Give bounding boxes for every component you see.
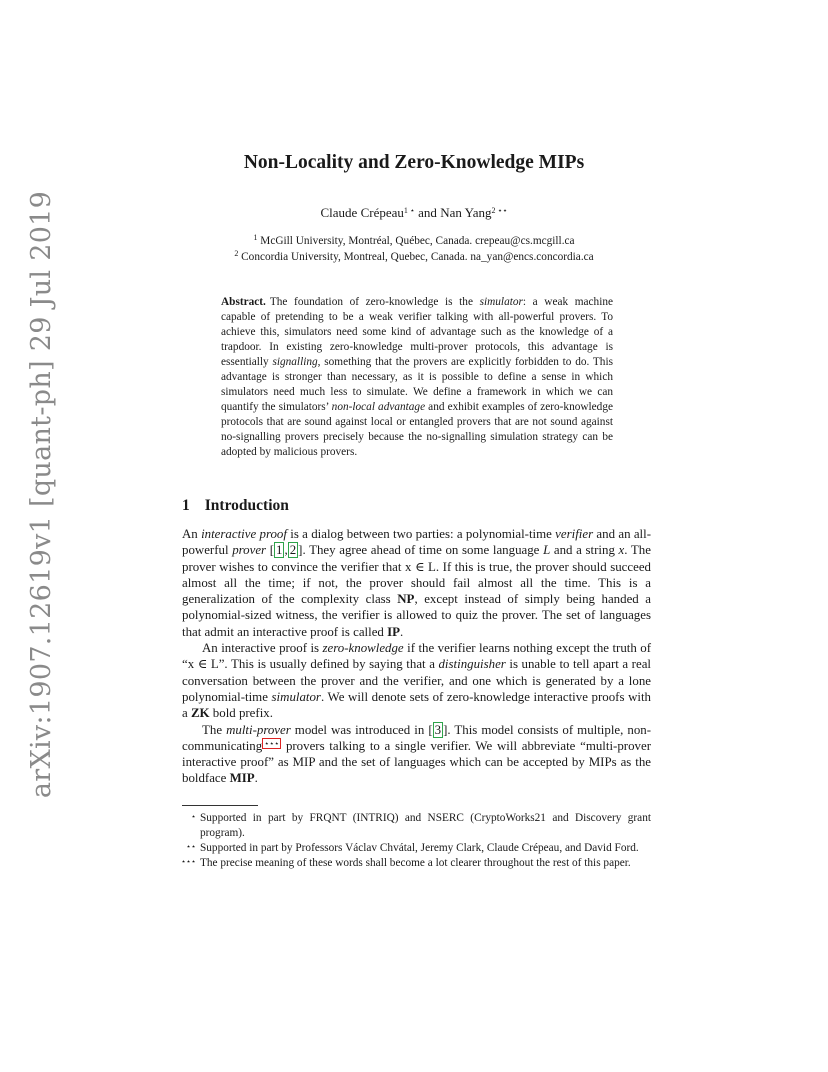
- text: provers talking to a single verifier. We will abbreviate “multi-prover interactive proof” as MIP and the set of languages which can be accepted by MIPs as the boldface: [182, 738, 651, 786]
- emphasis: distinguisher: [438, 657, 506, 672]
- footnote-link[interactable]: ⋆⋆⋆: [264, 738, 280, 748]
- affiliation: [0, 249, 828, 265]
- footnote-mark: ⋆: [190, 812, 196, 821]
- text: is unable to tell apart a real conversation between the prover and the verifier, and one which is generated by a lone polynomial-time: [182, 657, 651, 704]
- abstract-emphasis: simulator: [479, 296, 523, 308]
- emphasis: zero-knowledge: [322, 641, 404, 656]
- text: if the verifier learns nothing except the truth of “x ∈ L”. This is usually defined by saying that a: [182, 641, 651, 672]
- author-marker: 1 ⋆: [403, 206, 415, 215]
- footnote-mark: ⋆⋆: [185, 842, 196, 851]
- text: The: [202, 722, 227, 737]
- text: [266, 543, 270, 557]
- math-symbol: L: [543, 543, 551, 558]
- text: bold prefix.: [209, 706, 273, 721]
- text: and a string: [550, 543, 619, 558]
- arxiv-stamp: [22, 190, 62, 798]
- text: .: [400, 624, 404, 639]
- text: . We will denote sets of zero-knowledge interactive proofs with a: [182, 689, 651, 721]
- paragraph: An interactive proof is a dialog between two parties: a polynomial-time verifier and an all-powerful prover [ 1 , 2 ]. They agree ahead of time on some language L and a string x. The prover wishes to convince the verifier that x ∈ L. If this is true, the prover should succeed almost all the time; if not, the prover should fail almost all the time. This is a generalization of the complexity class NP, except instead of simply being handed a polynomial-sized witness, the verifier is allowed to quiz the prover. The set of languages that admit an interactive proof is called IP.: [182, 527, 652, 639]
- emphasis: verifier: [555, 527, 594, 541]
- bold-term: ZK: [190, 706, 210, 721]
- citation-link[interactable]: 3: [434, 722, 442, 737]
- footnote-text: Supported in part by FRQNT (INTRIQ) and NSERC (CryptoWorks21 and Discovery grant program).: [200, 812, 651, 839]
- abstract-label: Abstract.: [221, 296, 266, 308]
- emphasis: multi-prover: [226, 722, 291, 737]
- citation-link[interactable]: 1: [276, 543, 283, 558]
- footnote-mark: ⋆⋆⋆: [180, 857, 196, 866]
- bold-term: IP: [387, 624, 401, 639]
- body-text: [182, 526, 651, 787]
- section-title: Introduction: [204, 497, 289, 514]
- text: . They agree ahead of time on some language: [302, 543, 544, 558]
- abstract-emphasis: signalling: [272, 356, 318, 368]
- paper-title: Non-Locality and Zero-Knowledge MIPs: [243, 152, 585, 173]
- footnote-rule: [182, 805, 258, 806]
- emphasis: prover: [232, 543, 267, 558]
- abstract-text: and exhibit examples of zero-knowledge protocols that are sound against local or entangled provers that are not sound against no-signalling provers precisely because the no-signalling simulation strategy can be adopted by malicious provers.: [221, 401, 613, 458]
- text: . This model consists of multiple, non-communicating: [182, 722, 652, 753]
- abstract-text: : a weak machine capable of pretending to be a weak verifier talking with all-powerful provers. To achieve this, simulators need some kind of advantage such as the knowledge of a trapdoor. In existing zero-knowledge multi-prover protocols, this advantage is essentially: [221, 296, 614, 368]
- author-name: Nan Yang: [440, 205, 492, 220]
- author-conjunction: and: [418, 205, 437, 220]
- abstract-text: The foundation of zero-knowledge is the: [269, 296, 480, 308]
- author-line: [0, 205, 828, 221]
- bold-term: NP: [397, 592, 415, 607]
- footnote-text: The precise meaning of these words shall become a lot clearer throughout the rest of this paper.: [200, 857, 631, 869]
- abstract-emphasis: non-local advantage: [331, 401, 426, 413]
- text: is a dialog between two parties: a polynomial-time: [286, 527, 556, 541]
- author-name: Claude Crépeau: [320, 205, 404, 220]
- affiliation: [0, 233, 828, 249]
- footnote: [168, 856, 651, 871]
- affiliation-text: McGill University, Montréal, Québec, Canada. crepeau@cs.mcgill.ca: [260, 235, 575, 247]
- text: An: [182, 527, 202, 541]
- text: . The prover wishes to convince the verifier that x ∈ L. If this is true, the prover should succeed almost all the time; if not, the prover should fail almost all the time. This is a generalization of the complexity class: [182, 543, 651, 607]
- section-number: 1: [182, 497, 190, 514]
- text: model was introduced in: [290, 722, 429, 737]
- footnote: [168, 811, 651, 841]
- arxiv-id: arXiv:1907.12619v1 [quant-ph] 29 Jul 2019: [26, 190, 58, 798]
- math-symbol: x: [618, 543, 625, 558]
- footnote: [168, 841, 651, 856]
- footnote-text: Supported in part by Professors Václav Chvátal, Jeremy Clark, Claude Crépeau, and David Ford.: [200, 842, 639, 854]
- emphasis: interactive proof: [201, 527, 287, 541]
- affiliation-text: Concordia University, Montreal, Quebec, Canada. na_yan@encs.concordia.ca: [241, 251, 594, 263]
- abstract-text: , something that the provers are explicitly forbidden to do. This advantage is stronger than necessary, as it is possible to define a sense in which simulators need much less to simulate. We define a framework in which we can quantify the simulators’: [221, 356, 613, 413]
- citation-link[interactable]: 2: [289, 543, 297, 558]
- text: , except instead of simply being handed a polynomial-sized witness, the verifier is allowed to quiz the prover. The set of languages that admit an interactive proof is called: [182, 592, 651, 639]
- text: and an all-powerful: [182, 527, 652, 558]
- emphasis: simulator: [271, 689, 321, 704]
- author-marker: 2 ⋆⋆: [491, 206, 508, 215]
- text: .: [254, 771, 258, 786]
- footnotes: [168, 811, 651, 871]
- section-heading: [182, 497, 289, 515]
- affiliations: [0, 233, 828, 265]
- bold-term: MIP: [229, 771, 255, 786]
- affiliation-number: 1: [253, 233, 258, 242]
- paragraph: [182, 640, 651, 721]
- abstract: [221, 295, 613, 460]
- affiliation-number: 2: [234, 249, 239, 258]
- paragraph: The multi-prover model was introduced in [ 3 ]. This model consists of multiple, non-communicating ⋆⋆⋆ provers talking to a single verifier. We will abbreviate “multi-prover interactive proof” as MIP and the set of languages which can be accepted by MIPs as the boldface MIP.: [182, 722, 652, 786]
- text: An interactive proof is: [202, 641, 323, 656]
